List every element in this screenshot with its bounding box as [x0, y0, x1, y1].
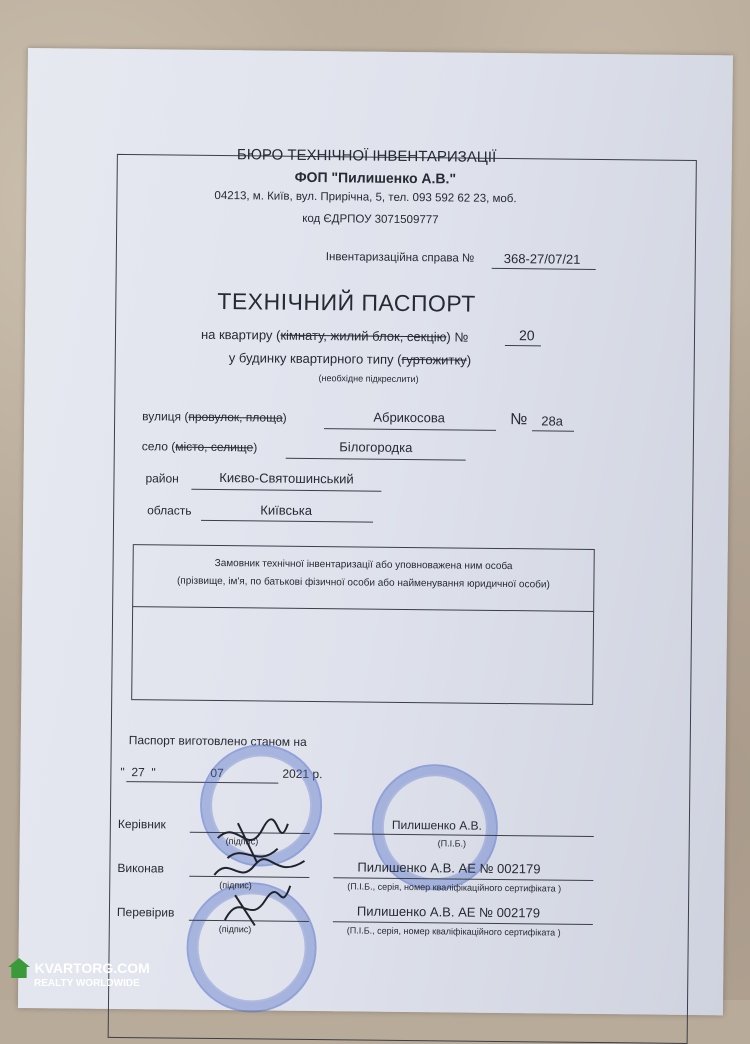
inventory-case-label: Інвентаризаційна справа №	[325, 251, 475, 265]
subject-prefix: на квартиру (	[200, 326, 281, 343]
street-label	[142, 409, 287, 425]
site-watermark	[8, 958, 150, 989]
checker-sign-caption: (підпис)	[218, 924, 252, 935]
street-value: Абрикосова	[373, 409, 445, 426]
bureau-title: БЮРО ТЕХНІЧНОЇ ІНВЕНТАРИЗАЦІЇ	[236, 146, 497, 166]
checker-caption: (П.І.Б., серія, номер кваліфікаційного сертифіката )	[346, 925, 561, 938]
street-label-struck: провулок, площа	[188, 409, 283, 425]
signature-checker	[215, 880, 296, 931]
building-prefix: у будинку квартирного типу (	[228, 350, 402, 367]
village-label-prefix: село (	[141, 439, 176, 454]
fop-name: ФОП "Пилишенко А.В."	[294, 168, 457, 187]
site-tagline: REALTY WORLDWIDE	[34, 978, 140, 989]
executor-sign-caption: (підпис)	[219, 880, 252, 891]
head-label: Керівник	[117, 816, 166, 832]
customer-box-line1: Замовник технічної інвентаризації або уповноважена ним особа	[214, 557, 513, 573]
apartment-number: 20	[518, 327, 535, 344]
inventory-case-number: 368-27/07/21	[503, 250, 581, 267]
subject-line	[201, 327, 469, 345]
house-number-label: №	[510, 411, 528, 429]
site-name: KVARTORG.COM	[34, 960, 150, 976]
passport-date-day: " 27 "	[120, 765, 156, 780]
head-sign-caption: (підпис)	[225, 836, 259, 847]
street-label-prefix: вулиця (	[142, 409, 189, 424]
passport-day-value: 27	[131, 765, 145, 780]
bureau-edrpou: код ЄДРПОУ 3071509777	[302, 212, 439, 227]
executor-label: Виконав	[117, 860, 164, 876]
village-label-struck: місто, селище	[175, 439, 254, 455]
district-value: Києво-Святошинський	[219, 470, 354, 487]
building-line	[229, 350, 471, 368]
document-sheet	[18, 48, 733, 1015]
executor-caption: (П.І.Б., серія, номер кваліфікаційного сертифіката )	[347, 881, 562, 894]
street-label-suffix: )	[282, 410, 287, 425]
building-struck: гуртожитку	[401, 351, 467, 368]
page-title: ТЕХНІЧНИЙ ПАСПОРТ	[217, 287, 476, 317]
executor-name: Пилишенко А.В. АЕ № 002179	[357, 859, 541, 877]
region-label: область	[147, 503, 192, 518]
checker-label: Перевірив	[116, 904, 175, 920]
underline-note: (необхідне підкреслити)	[318, 373, 419, 385]
building-suffix: )	[466, 352, 472, 368]
district-label: район	[145, 471, 179, 486]
checker-name: Пилишенко А.В. АЕ № 002179	[356, 903, 541, 921]
customer-box-line2: (прізвище, ім'я, по батькові фізичної особи або найменування юридичної особи)	[176, 575, 550, 591]
subject-struck: кімнату, жилий блок, секцію	[280, 327, 447, 345]
passport-date-month: 07	[210, 765, 224, 781]
head-name: Пилишенко А.В.	[391, 817, 482, 833]
head-pib-caption: (П.І.Б.)	[437, 838, 467, 849]
village-value: Білогородка	[339, 439, 413, 456]
home-icon	[8, 958, 30, 978]
village-label-suffix: )	[253, 440, 258, 455]
region-value: Київська	[260, 502, 313, 518]
subject-suffix: ) №	[446, 329, 469, 345]
house-number-value: 28а	[541, 413, 564, 429]
passport-date-label: Паспорт виготовлено станом на	[128, 733, 307, 749]
passport-date-year: 2021 р.	[282, 766, 323, 782]
bureau-address: 04213, м. Київ, вул. Прирічна, 5, тел. 093 592 62 23, моб.	[214, 189, 517, 206]
village-label	[142, 439, 258, 454]
